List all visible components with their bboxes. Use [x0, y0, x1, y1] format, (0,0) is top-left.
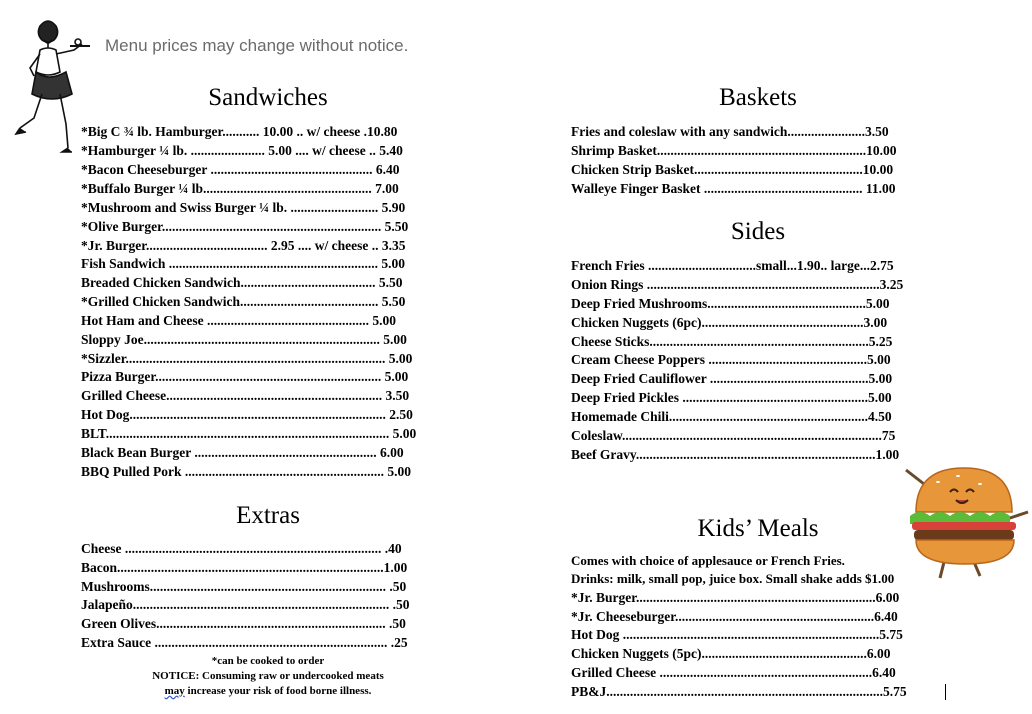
list-item: Hot Dog ............................................................................5.75 — [571, 627, 903, 642]
illness-notice-text: increase your risk of food borne illness. — [184, 685, 372, 697]
list-item: Hot Dog............................................................................ 2.50 — [81, 407, 413, 422]
list-item: *Jr. Cheeseburger...........................................................6.40 — [571, 609, 898, 624]
list-item: *Grilled Chicken Sandwich......................................... 5.50 — [81, 294, 406, 309]
list-item: Coleslaw.............................................................................75 — [571, 428, 896, 443]
list-item: Deep Fried Pickles .......................................................5.00 — [571, 390, 892, 405]
price-change-notice: Menu prices may change without notice. — [105, 36, 409, 55]
list-item: Grilled Cheese ...............................................................6.40 — [571, 665, 896, 680]
list-item: PB&J..................................................................................5.75 — [571, 684, 907, 699]
list-item: Grilled Cheese................................................................ 3.50 — [81, 388, 410, 403]
list-item: Cheese Sticks.................................................................5.25 — [571, 334, 893, 349]
list-item: *Big C ¾ lb. Hamburger........... 10.00 .. w/ cheese .10.80 — [81, 124, 398, 139]
raw-meat-notice: NOTICE: Consuming raw or undercooked meats — [152, 670, 384, 682]
list-item: Homemade Chili...........................................................4.50 — [571, 409, 892, 424]
kids-meals-intro-sides: Comes with choice of applesauce or French Fries. — [571, 553, 845, 568]
text-cursor — [945, 684, 946, 700]
list-item: Chicken Nuggets (6pc)................................................3.00 — [571, 315, 888, 330]
sandwiches-title: Sandwiches — [208, 84, 328, 111]
kids-meals-title: Kids’ Meals — [697, 515, 819, 542]
list-item: *Sizzler............................................................................. 5.00 — [81, 351, 413, 366]
list-item: BLT.................................................................................... 5.00 — [81, 426, 417, 441]
list-item: *Hamburger ¼ lb. ...................... 5.00 .... w/ cheese .. 5.40 — [81, 143, 403, 158]
list-item: Breaded Chicken Sandwich........................................ 5.50 — [81, 275, 403, 290]
list-item: Black Bean Burger ...................................................... 6.00 — [81, 445, 404, 460]
list-item: *Jr. Burger.................................... 2.95 .... w/ cheese .. 3.35 — [81, 238, 406, 253]
list-item: *Mushroom and Swiss Burger ¼ lb. .......................... 5.90 — [81, 200, 406, 215]
list-item: Green Olives.................................................................... .50 — [81, 616, 406, 631]
list-item: *Buffalo Burger ¼ lb.................................................. 7.00 — [81, 181, 399, 196]
list-item: Deep Fried Mushrooms...............................................5.00 — [571, 296, 890, 311]
list-item: Pizza Burger................................................................... 5.00 — [81, 369, 409, 384]
list-item: Chicken Nuggets (5pc).................................................6.00 — [571, 646, 891, 661]
list-item: Chicken Strip Basket..................................................10.00 — [571, 162, 894, 177]
list-item: Jalapeño............................................................................ .50 — [81, 597, 410, 612]
list-item: Extra Sauce ..................................................................... .25 — [81, 635, 408, 650]
list-item: Shrimp Basket..............................................................10.00 — [571, 143, 897, 158]
list-item: Cheese ............................................................................ .40 — [81, 541, 402, 556]
list-item: Mushrooms...................................................................... .50 — [81, 579, 407, 594]
misspelling-underline: may — [164, 685, 185, 697]
list-item: *Bacon Cheeseburger ................................................ 6.40 — [81, 162, 400, 177]
kids-meals-intro-drinks: Drinks: milk, small pop, juice box. Small shake adds $1.00 — [571, 571, 895, 586]
cooked-to-order-note: *can be cooked to order — [211, 655, 325, 667]
list-item: Walleye Finger Basket ............................................... 11.00 — [571, 181, 896, 196]
list-item: *Jr. Burger.......................................................................6.00 — [571, 590, 900, 605]
list-item: BBQ Pulled Pork ........................................................... 5.00 — [81, 464, 412, 479]
illness-notice — [118, 685, 418, 697]
list-item: Bacon...............................................................................1.00 — [81, 560, 408, 575]
extras-title: Extras — [236, 502, 300, 529]
list-item: Onion Rings .....................................................................3.25 — [571, 277, 904, 292]
list-item: French Fries ................................small...1.90.. large...2.75 — [571, 258, 894, 273]
list-item: Fries and coleslaw with any sandwich.......................3.50 — [571, 124, 889, 139]
burger-mascot-illustration — [898, 462, 1032, 582]
baskets-title: Baskets — [719, 84, 797, 111]
list-item: Fish Sandwich .............................................................. 5.00 — [81, 256, 406, 271]
list-item: Sloppy Joe...................................................................... 5.00 — [81, 332, 407, 347]
sides-title: Sides — [730, 218, 786, 245]
list-item: Deep Fried Cauliflower ...............................................5.00 — [571, 371, 893, 386]
list-item: Beef Gravy.......................................................................1.00 — [571, 447, 900, 462]
list-item: Hot Ham and Cheese ................................................ 5.00 — [81, 313, 396, 328]
list-item: Cream Cheese Poppers ...............................................5.00 — [571, 352, 891, 367]
list-item: *Olive Burger................................................................. 5.50 — [81, 219, 409, 234]
